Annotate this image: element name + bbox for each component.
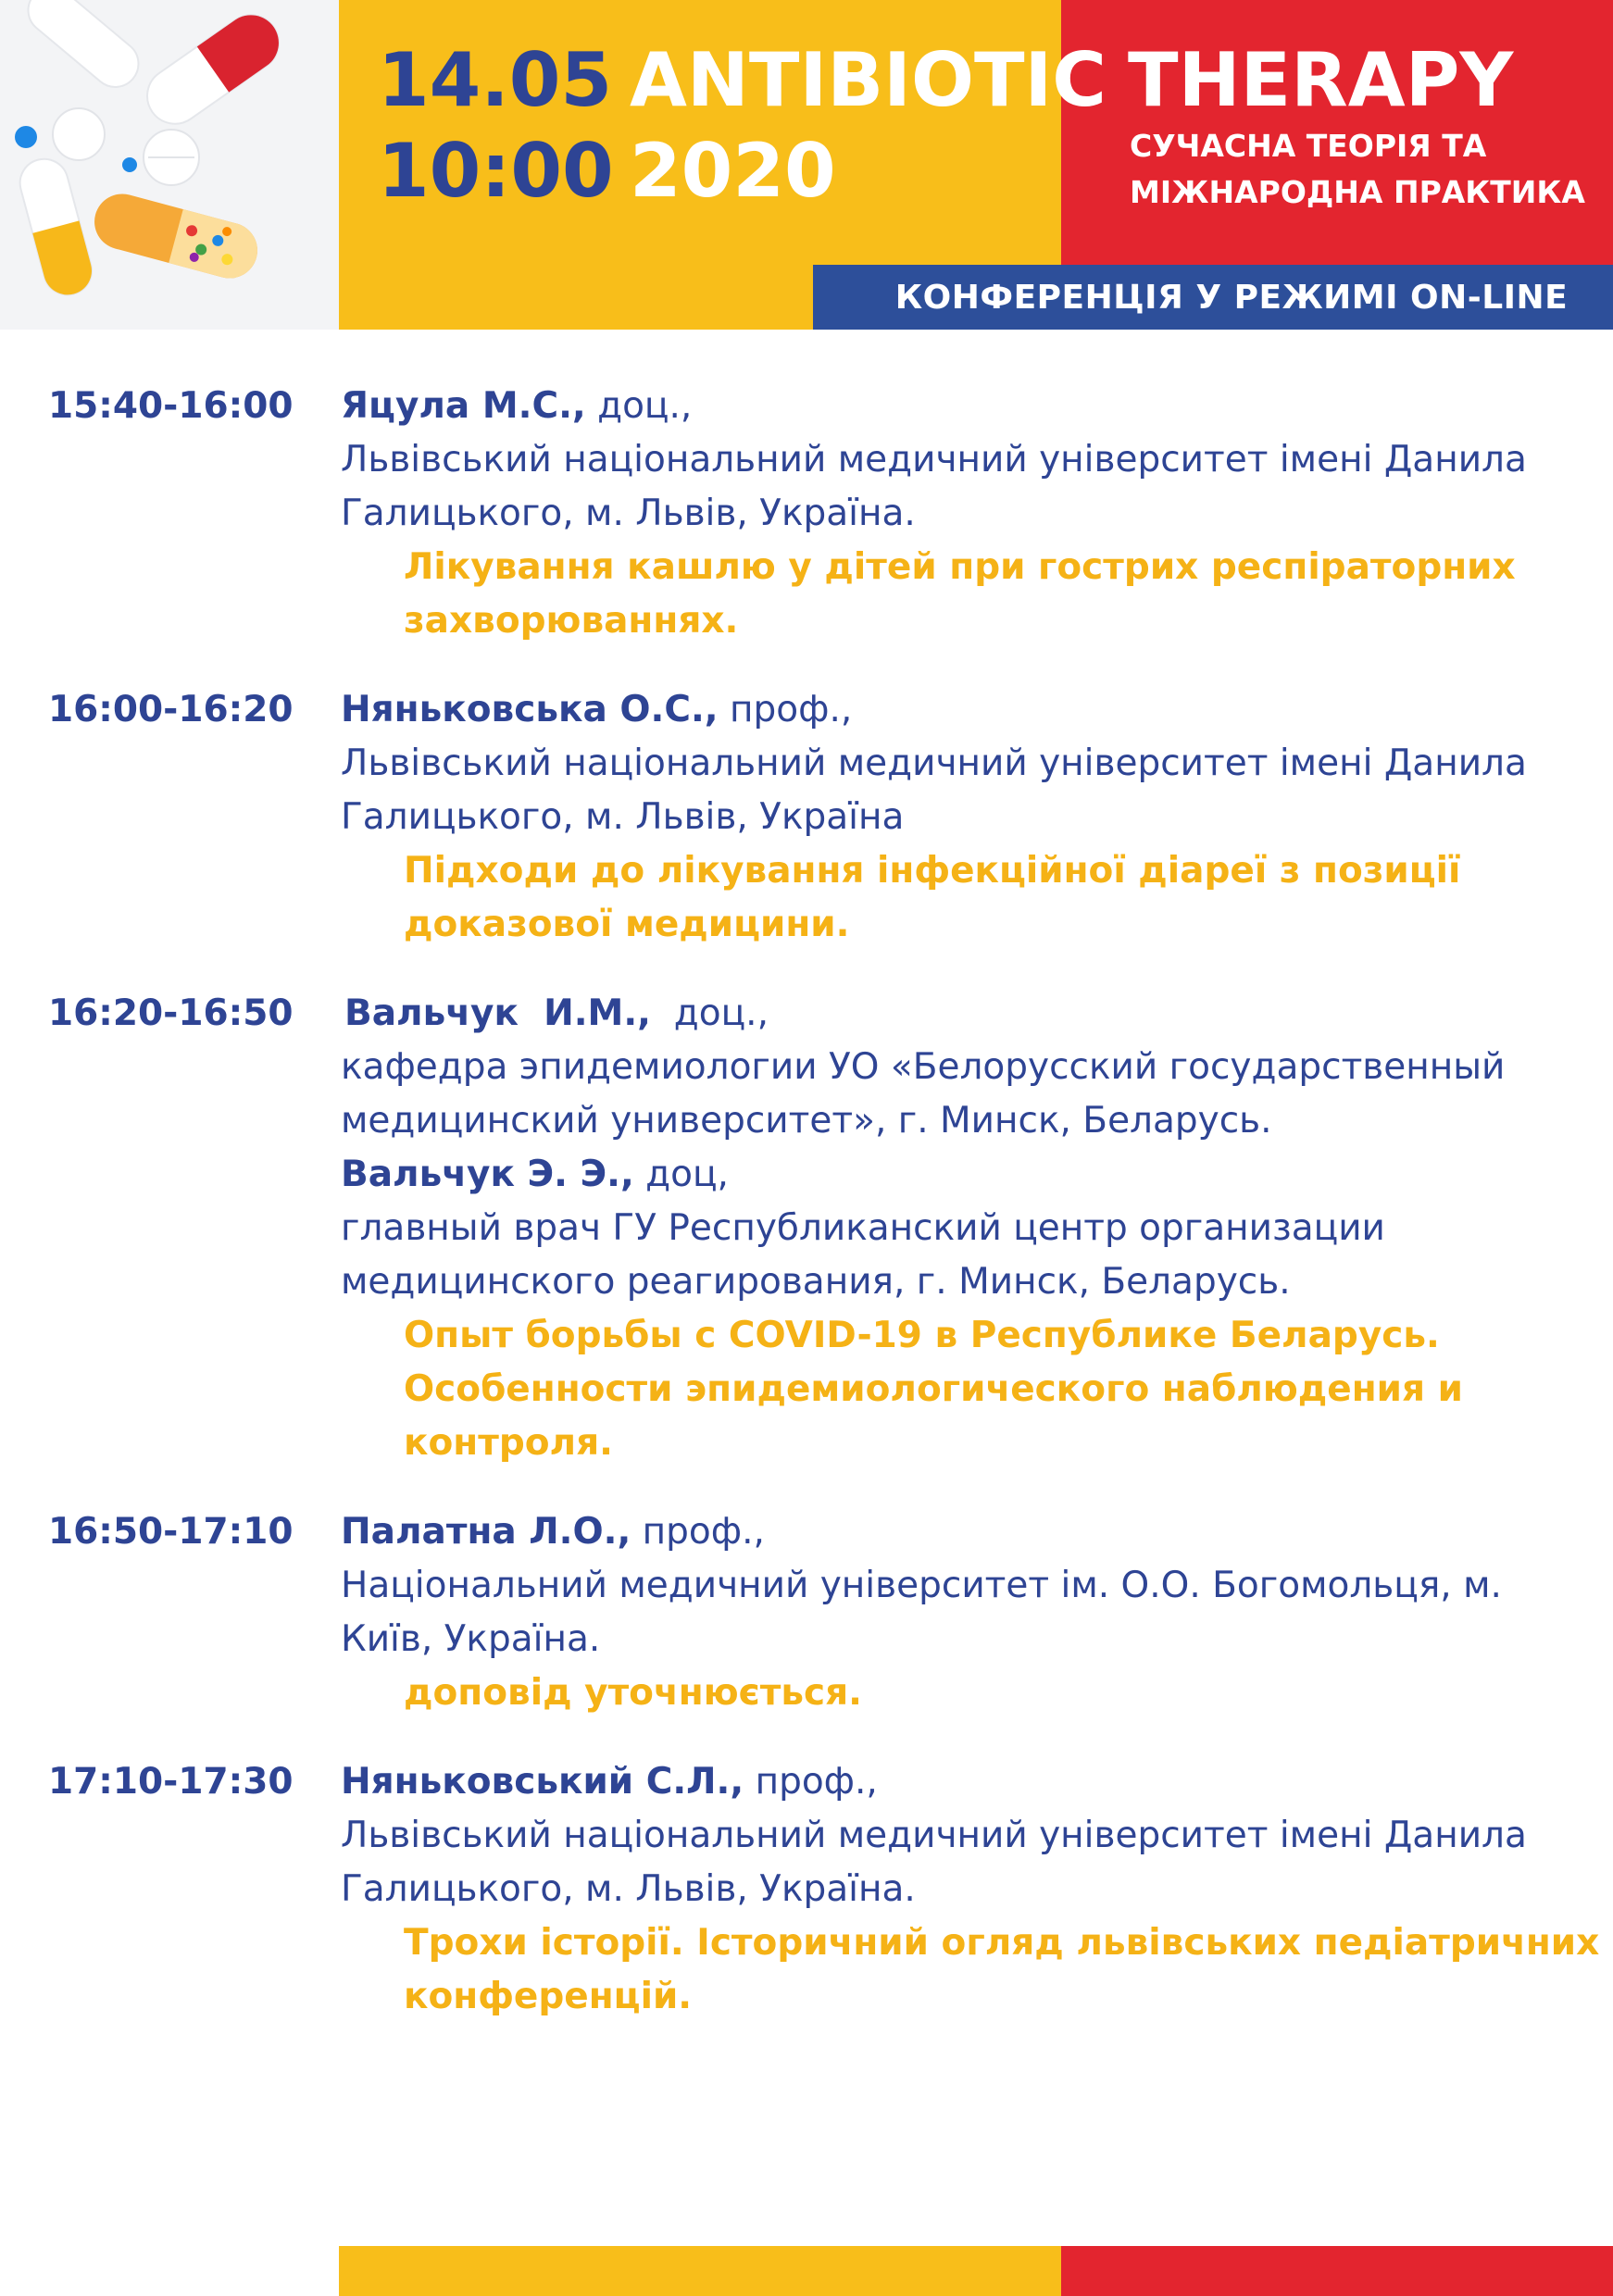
program-list xyxy=(0,380,1613,2059)
footer-white-block xyxy=(0,2246,339,2296)
speaker-title: доц., xyxy=(585,385,693,427)
speaker-title: проф., xyxy=(718,689,853,730)
speaker-line xyxy=(344,987,1572,1041)
header-banner xyxy=(0,0,1613,330)
topic-line: Лікування кашлю у дітей при гострих респіраторних xyxy=(404,546,1516,588)
topic-line: доказової медицини. xyxy=(404,904,850,945)
speaker-name: Вальчук И.М., xyxy=(344,992,651,1034)
pills-illustration xyxy=(0,0,339,330)
online-banner xyxy=(813,265,1613,330)
session-item xyxy=(0,1755,1613,2024)
session-item xyxy=(0,380,1613,648)
speaker-title: проф., xyxy=(631,1511,765,1553)
title-word-antibiotic: ANTIBIOTIC xyxy=(630,37,1107,123)
affiliation-line: Київ, Україна. xyxy=(341,1618,601,1660)
topic-line: Трохи історії. Історичний огляд львівських педіатричних xyxy=(404,1922,1600,1964)
date-time-block xyxy=(378,35,614,217)
subtitle-line-1: СУЧАСНА ТЕОРІЯ ТА xyxy=(1130,128,1487,164)
session-time: 16:50-17:10 xyxy=(48,1511,294,1553)
session-time: 15:40-16:00 xyxy=(48,385,294,427)
session-time: 17:10-17:30 xyxy=(48,1761,294,1803)
affiliation-line: Львівський національний медичний університет імені Данила xyxy=(341,1815,1527,1856)
speaker-line xyxy=(341,683,1572,737)
topic-line: Підходи до лікування інфекційної діареї з позиції xyxy=(404,850,1461,892)
session-time: 16:00-16:20 xyxy=(48,689,294,730)
affiliation-line: медицинский университет», г. Минск, Беларусь. xyxy=(341,1100,1272,1142)
affiliation-line: кафедра эпидемиологии УО «Белорусский государственный xyxy=(341,1046,1506,1088)
affiliation-line: Галицького, м. Львів, Україна. xyxy=(341,1868,916,1910)
topic-line: конференцій. xyxy=(404,1976,693,2017)
speaker-title: доц., xyxy=(651,992,769,1034)
affiliation-line: Львівський національний медичний університет імені Данила xyxy=(341,439,1527,480)
pills-icon xyxy=(0,0,339,330)
subtitle xyxy=(1130,123,1585,216)
speaker-name: Яцула М.С., xyxy=(341,385,586,427)
speaker-line-2 xyxy=(341,1148,1572,1202)
topic-line: Особенности эпидемиологического наблюдения и xyxy=(404,1368,1463,1410)
title-left xyxy=(630,35,1107,217)
session-item xyxy=(0,987,1613,1470)
speaker-name: Няньковська О.С., xyxy=(341,689,719,730)
speaker-line xyxy=(341,380,1572,433)
speaker-title-2: доц, xyxy=(633,1154,729,1195)
footer-yellow-block xyxy=(339,2246,1061,2296)
subtitle-line-2: МІЖНАРОДНА ПРАКТИКА xyxy=(1130,174,1585,210)
affiliation-line: Національний медичний університет ім. О.О. Богомольця, м. xyxy=(341,1565,1502,1606)
event-time: 10:00 xyxy=(378,128,614,214)
speaker-name-2: Вальчук Э. Э., xyxy=(341,1154,634,1195)
event-date: 14.05 xyxy=(378,37,613,123)
footer-strip xyxy=(0,2246,1613,2296)
topic-line: Опыт борьбы с COVID-19 в Республике Беларусь. xyxy=(404,1315,1440,1356)
affiliation-line: Галицького, м. Львів, Україна. xyxy=(341,493,916,534)
session-item xyxy=(0,683,1613,952)
speaker-line xyxy=(341,1755,1572,1809)
session-item xyxy=(0,1505,1613,1720)
session-time: 16:20-16:50 xyxy=(48,992,294,1034)
affiliation-line: Галицького, м. Львів, Україна xyxy=(341,796,905,838)
affiliation-line: главный врач ГУ Республиканский центр организации xyxy=(341,1207,1385,1249)
topic-line: захворюваннях. xyxy=(404,600,739,642)
footer-red-block xyxy=(1061,2246,1613,2296)
speaker-name: Няньковський С.Л., xyxy=(341,1761,744,1803)
event-year: 2020 xyxy=(630,128,836,214)
speaker-name: Палатна Л.О., xyxy=(341,1511,631,1553)
title-word-therapy: THERAPY xyxy=(1128,37,1514,123)
affiliation-line: Львівський національний медичний університет імені Данила xyxy=(341,742,1527,784)
speaker-line xyxy=(341,1505,1572,1559)
speaker-title: проф., xyxy=(744,1761,878,1803)
online-label: КОНФЕРЕНЦІЯ У РЕЖИМІ ON-LINE xyxy=(894,278,1569,317)
topic-line: доповід уточнюється. xyxy=(404,1672,862,1714)
topic-line: контроля. xyxy=(404,1422,613,1464)
affiliation-line: медицинского реагирования, г. Минск, Беларусь. xyxy=(341,1261,1291,1303)
